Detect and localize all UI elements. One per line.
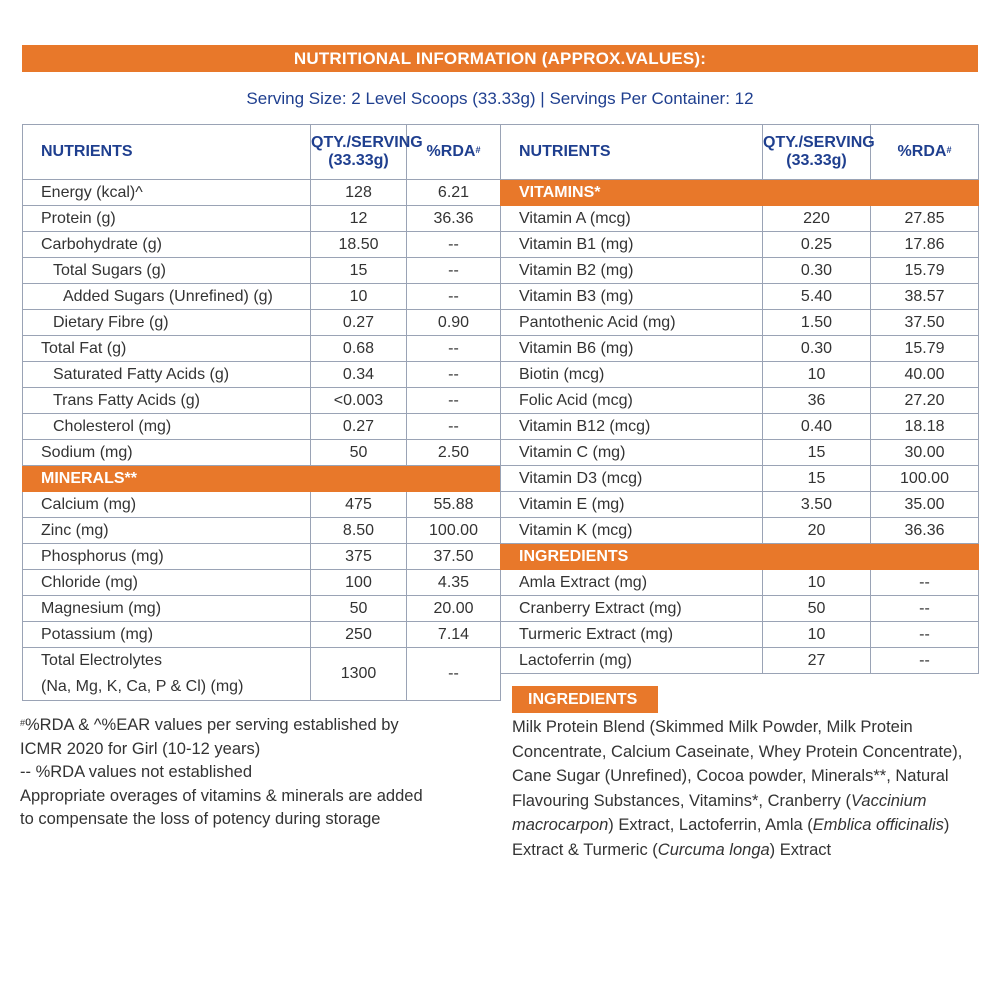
nutrient-qty: <0.003 xyxy=(311,388,407,414)
footnote-text: %RDA & ^%EAR values per serving established by xyxy=(25,716,399,734)
table-row xyxy=(23,622,501,648)
nutrient-qty: 0.27 xyxy=(311,414,407,440)
nutrient-qty: 20 xyxy=(763,518,871,544)
rda-header-mark: # xyxy=(946,145,952,155)
nutrient-rda: 15.79 xyxy=(871,336,979,362)
table-row xyxy=(23,336,501,362)
vitamins-section-label: VITAMINS* xyxy=(501,180,979,206)
nutrients-header: NUTRIENTS xyxy=(501,125,763,180)
footnotes xyxy=(20,714,500,832)
electrolytes-name xyxy=(23,648,311,701)
nutrient-qty: 3.50 xyxy=(763,492,871,518)
nutrient-rda: 0.90 xyxy=(407,310,501,336)
ingredients-section-label: INGREDIENTS xyxy=(501,544,979,570)
nutrient-qty: 0.30 xyxy=(763,258,871,284)
nutrient-name: Vitamin D3 (mcg) xyxy=(501,466,763,492)
nutrient-qty: 10 xyxy=(763,362,871,388)
nutrient-rda: -- xyxy=(871,596,979,622)
qty-header xyxy=(311,125,423,180)
nutrient-name: Energy (kcal)^ xyxy=(23,180,311,206)
nutrient-rda: 36.36 xyxy=(407,206,501,232)
nutrient-rda: 27.20 xyxy=(871,388,979,414)
table-row xyxy=(501,622,979,648)
nutrient-rda: 100.00 xyxy=(407,518,501,544)
table-row xyxy=(501,258,979,284)
nutrient-qty: 0.25 xyxy=(763,232,871,258)
table-row xyxy=(501,466,979,492)
table-row xyxy=(501,388,979,414)
nutrient-rda: 17.86 xyxy=(871,232,979,258)
nutrient-qty: 18.50 xyxy=(311,232,407,258)
nutrient-rda: -- xyxy=(407,336,501,362)
nutrient-qty: 10 xyxy=(763,570,871,596)
nutrient-name: Total Sugars (g) xyxy=(23,258,311,284)
nutrient-name: Magnesium (mg) xyxy=(23,596,311,622)
nutrient-rda: 30.00 xyxy=(871,440,979,466)
electrolytes-name-line1: Total Electrolytes xyxy=(41,652,162,669)
table-row xyxy=(501,310,979,336)
serving-info: Serving Size: 2 Level Scoops (33.33g) | Servings Per Container: 12 xyxy=(246,89,754,108)
nutrient-qty: 100 xyxy=(311,570,407,596)
table-row xyxy=(23,570,501,596)
nutrient-rda: 37.50 xyxy=(407,544,501,570)
nutrient-qty: 220 xyxy=(763,206,871,232)
nutrient-name: Total Fat (g) xyxy=(23,336,311,362)
footnote-line: to compensate the loss of potency during storage xyxy=(20,810,381,828)
ingredients-section-row xyxy=(501,544,979,570)
table-row xyxy=(501,336,979,362)
nutrient-name: Chloride (mg) xyxy=(23,570,311,596)
electrolytes-row xyxy=(23,648,501,701)
nutrient-rda: -- xyxy=(871,622,979,648)
nutrient-rda: -- xyxy=(871,648,979,674)
table-row xyxy=(23,544,501,570)
nutrient-qty: 50 xyxy=(311,440,407,466)
nutrient-name: Sodium (mg) xyxy=(23,440,311,466)
nutrients-header: NUTRIENTS xyxy=(23,125,311,180)
nutrient-rda: -- xyxy=(407,258,501,284)
footnote-line xyxy=(20,714,500,738)
nutrient-rda: 4.35 xyxy=(407,570,501,596)
table-header-row xyxy=(501,125,979,180)
nutrient-qty: 0.27 xyxy=(311,310,407,336)
table-row xyxy=(501,596,979,622)
nutrient-rda: -- xyxy=(871,570,979,596)
nutrient-qty: 0.68 xyxy=(311,336,407,362)
table-row xyxy=(501,440,979,466)
nutrient-name: Potassium (mg) xyxy=(23,622,311,648)
rda-header-label: %RDA xyxy=(426,143,476,160)
minerals-section-label: MINERALS** xyxy=(23,466,501,492)
nutrient-qty: 15 xyxy=(763,440,871,466)
nutrient-rda: 38.57 xyxy=(871,284,979,310)
table-row xyxy=(23,284,501,310)
qty-header-line1: QTY./SERVING xyxy=(763,134,875,151)
nutrient-name: Lactoferrin (mg) xyxy=(501,648,763,674)
electrolytes-rda: -- xyxy=(407,648,501,701)
nutrient-qty: 5.40 xyxy=(763,284,871,310)
nutrient-qty: 15 xyxy=(311,258,407,284)
table-row xyxy=(501,284,979,310)
ingredients-botanical-name: Emblica officinalis xyxy=(812,816,944,834)
nutrient-name: Turmeric Extract (mg) xyxy=(501,622,763,648)
electrolytes-name-line2: (Na, Mg, K, Ca, P & Cl) (mg) xyxy=(41,678,244,695)
nutrient-name: Phosphorus (mg) xyxy=(23,544,311,570)
ingredients-botanical-name: Vaccinium macrocarpon xyxy=(512,791,927,834)
nutrient-rda: 6.21 xyxy=(407,180,501,206)
nutrient-qty: 50 xyxy=(311,596,407,622)
nutrient-name: Vitamin C (mg) xyxy=(501,440,763,466)
nutrient-rda: -- xyxy=(407,362,501,388)
nutrient-qty: 0.30 xyxy=(763,336,871,362)
nutrient-rda: 40.00 xyxy=(871,362,979,388)
nutrient-name: Added Sugars (Unrefined) (g) xyxy=(23,284,311,310)
nutrient-qty: 375 xyxy=(311,544,407,570)
vitamins-section-row xyxy=(501,180,979,206)
nutrient-qty: 12 xyxy=(311,206,407,232)
nutrient-rda: -- xyxy=(407,414,501,440)
nutrient-name: Folic Acid (mcg) xyxy=(501,388,763,414)
nutrient-name: Cholesterol (mg) xyxy=(23,414,311,440)
table-row xyxy=(501,492,979,518)
nutrient-rda: -- xyxy=(407,284,501,310)
table-row xyxy=(501,232,979,258)
nutrient-name: Vitamin A (mcg) xyxy=(501,206,763,232)
table-row xyxy=(501,414,979,440)
ingredients-text-part: ) Extract & Turmeric ( xyxy=(512,816,950,859)
nutrition-title-bar xyxy=(22,45,978,72)
ingredients-text-part: Milk Protein Blend (Skimmed Milk Powder, Milk Protein Concentrate, Calcium Caseinate, Whey Protein Concentrate), Cane Sugar (Unrefined), Cocoa powder, Minerals**, Natural Flavouring Substances, Vitamins*, Cranberry ( xyxy=(512,718,963,810)
table-row xyxy=(23,440,501,466)
nutrient-rda: 7.14 xyxy=(407,622,501,648)
ingredients-badge: INGREDIENTS xyxy=(512,686,658,713)
qty-header-line2: (33.33g) xyxy=(786,152,847,169)
electrolytes-qty: 1300 xyxy=(311,648,407,701)
ingredients-text-part: ) Extract xyxy=(769,840,832,859)
nutrient-rda: 18.18 xyxy=(871,414,979,440)
nutrient-qty: 0.40 xyxy=(763,414,871,440)
table-row xyxy=(23,180,501,206)
nutrition-title: NUTRITIONAL INFORMATION (APPROX.VALUES): xyxy=(293,49,707,68)
nutrient-qty: 1.50 xyxy=(763,310,871,336)
nutrient-rda: 2.50 xyxy=(407,440,501,466)
nutrient-rda: 35.00 xyxy=(871,492,979,518)
footnote-line: -- %RDA values not established xyxy=(20,763,253,781)
table-row xyxy=(23,232,501,258)
nutrient-name: Saturated Fatty Acids (g) xyxy=(23,362,311,388)
nutrient-name: Amla Extract (mg) xyxy=(501,570,763,596)
left-nutrient-table xyxy=(22,124,501,701)
rda-header-mark: # xyxy=(475,145,481,155)
qty-header-line1: QTY./SERVING xyxy=(311,134,423,151)
nutrient-qty: 475 xyxy=(311,492,407,518)
nutrient-qty: 36 xyxy=(763,388,871,414)
footnote-line: Appropriate overages of vitamins & minerals are added xyxy=(20,786,423,805)
nutrient-name: Vitamin B3 (mg) xyxy=(501,284,763,310)
nutrient-qty: 15 xyxy=(763,466,871,492)
table-row xyxy=(501,362,979,388)
nutrient-rda: 36.36 xyxy=(871,518,979,544)
rda-header xyxy=(871,125,979,180)
nutrient-name: Biotin (mcg) xyxy=(501,362,763,388)
table-row xyxy=(23,596,501,622)
ingredients-text xyxy=(512,715,990,862)
table-row xyxy=(23,310,501,336)
nutrient-qty: 128 xyxy=(311,180,407,206)
nutrient-name: Cranberry Extract (mg) xyxy=(501,596,763,622)
footnote-mark: # xyxy=(20,718,26,728)
qty-header-line2: (33.33g) xyxy=(328,152,389,169)
table-row xyxy=(23,362,501,388)
table-row xyxy=(501,518,979,544)
nutrient-rda: 27.85 xyxy=(871,206,979,232)
nutrient-rda: 55.88 xyxy=(407,492,501,518)
nutrient-qty: 10 xyxy=(311,284,407,310)
nutrient-rda: 20.00 xyxy=(407,596,501,622)
table-row xyxy=(23,414,501,440)
nutrient-rda: 37.50 xyxy=(871,310,979,336)
nutrient-name: Vitamin B12 (mcg) xyxy=(501,414,763,440)
nutrient-name: Vitamin K (mcg) xyxy=(501,518,763,544)
nutrient-name: Vitamin B1 (mg) xyxy=(501,232,763,258)
nutrient-rda: 100.00 xyxy=(871,466,979,492)
nutrient-rda: -- xyxy=(407,232,501,258)
table-row xyxy=(23,388,501,414)
ingredients-botanical-name: Curcuma longa xyxy=(657,840,770,859)
nutrient-name: Carbohydrate (g) xyxy=(23,232,311,258)
nutrient-rda: -- xyxy=(407,388,501,414)
nutrient-name: Vitamin B2 (mg) xyxy=(501,258,763,284)
rda-header-label: %RDA xyxy=(897,143,947,160)
qty-header xyxy=(763,125,875,180)
footnote-line: ICMR 2020 for Girl (10-12 years) xyxy=(20,739,261,758)
table-row xyxy=(23,492,501,518)
minerals-section-row xyxy=(23,466,501,492)
nutrient-name: Calcium (mg) xyxy=(23,492,311,518)
nutrient-qty: 0.34 xyxy=(311,362,407,388)
nutrient-rda: 15.79 xyxy=(871,258,979,284)
nutrient-name: Trans Fatty Acids (g) xyxy=(23,388,311,414)
right-nutrient-table xyxy=(500,124,979,674)
rda-header xyxy=(407,125,501,180)
table-row xyxy=(501,570,979,596)
table-header-row xyxy=(23,125,501,180)
nutrient-name: Pantothenic Acid (mg) xyxy=(501,310,763,336)
nutrient-qty: 10 xyxy=(763,622,871,648)
nutrient-name: Vitamin B6 (mg) xyxy=(501,336,763,362)
nutrient-name: Zinc (mg) xyxy=(23,518,311,544)
table-row xyxy=(23,258,501,284)
table-row xyxy=(501,206,979,232)
ingredients-text-part: ) Extract, Lactoferrin, Amla ( xyxy=(608,816,813,834)
table-row xyxy=(23,518,501,544)
nutrient-name: Protein (g) xyxy=(23,206,311,232)
table-row xyxy=(501,648,979,674)
nutrient-name: Vitamin E (mg) xyxy=(501,492,763,518)
nutrient-qty: 50 xyxy=(763,596,871,622)
nutrient-qty: 250 xyxy=(311,622,407,648)
nutrient-qty: 8.50 xyxy=(311,518,407,544)
nutrient-qty: 27 xyxy=(763,648,871,674)
table-row xyxy=(23,206,501,232)
nutrient-name: Dietary Fibre (g) xyxy=(23,310,311,336)
